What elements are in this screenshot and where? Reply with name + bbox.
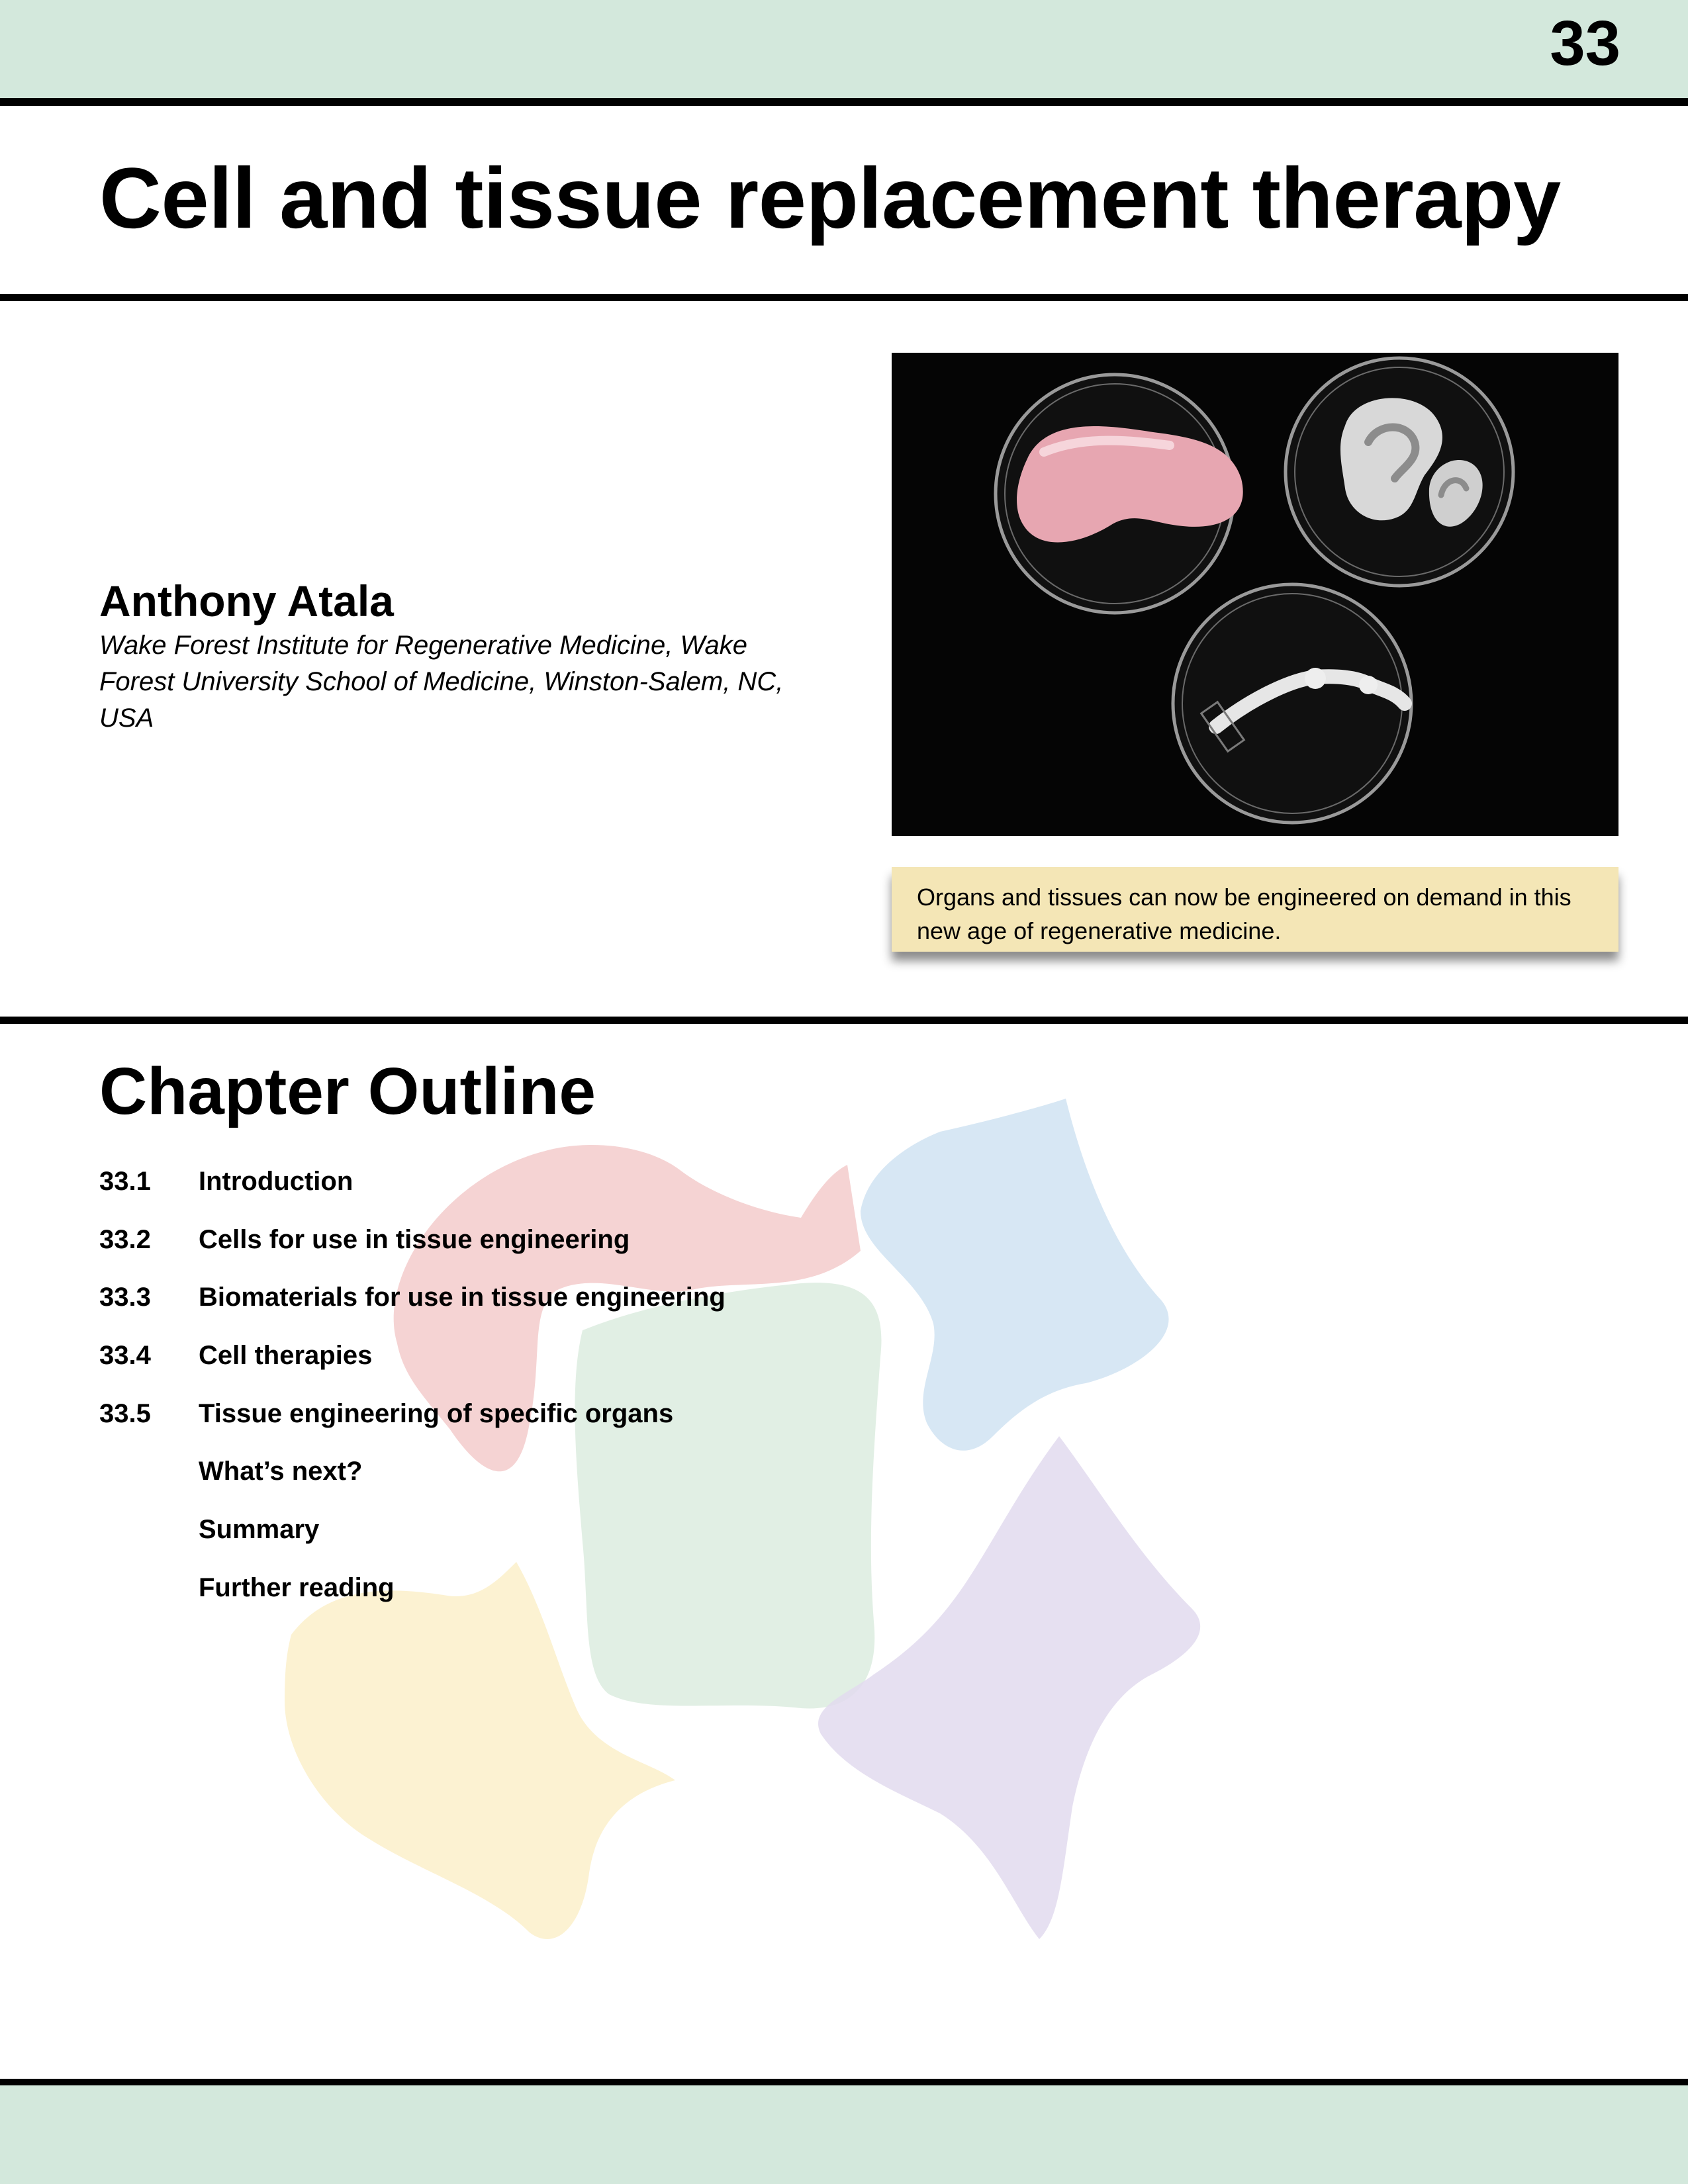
title-rule xyxy=(0,294,1688,301)
outline-item xyxy=(99,1566,726,1624)
outline-item xyxy=(99,1508,726,1566)
chapter-outline-list xyxy=(99,1160,726,1624)
outline-item-number: 33.1 xyxy=(99,1167,151,1196)
outline-item-label: Cells for use in tissue engineering xyxy=(199,1224,630,1254)
author-affiliation: Wake Forest Institute for Regenerative Medicine, Wake Forest University School of Medicine, Winston-Salem, NC, USA xyxy=(99,631,784,733)
outline-item-number: 33.3 xyxy=(99,1283,151,1312)
outline-item-number: 33.4 xyxy=(99,1341,151,1371)
watermark-blue xyxy=(861,1099,1169,1451)
author-name: Anthony Atala xyxy=(99,576,394,625)
chapter-title: Cell and tissue replacement therapy xyxy=(99,150,1561,246)
outline-item xyxy=(99,1334,726,1392)
outline-item-label: Cell therapies xyxy=(199,1341,373,1371)
outline-item-label: Tissue engineering of specific organs xyxy=(199,1398,674,1428)
outline-item xyxy=(99,1218,726,1276)
outline-item-label: Introduction xyxy=(199,1167,353,1196)
petri-dish-bone xyxy=(1173,584,1411,823)
section-rule xyxy=(0,1017,1688,1024)
outline-item-number: 33.2 xyxy=(99,1224,151,1254)
figure-caption: Organs and tissues can now be engineered on demand in this new age of regenerative medicine. xyxy=(892,867,1618,952)
outline-item xyxy=(99,1449,726,1508)
header-rule xyxy=(0,98,1688,106)
chapter-number: 33 xyxy=(1550,8,1620,79)
outline-item-label: Further reading xyxy=(199,1572,395,1602)
footer-band xyxy=(0,2085,1688,2184)
watermark-purple xyxy=(818,1436,1200,1939)
chapter-photo xyxy=(892,353,1618,836)
outline-item xyxy=(99,1392,726,1450)
outline-item-label: Summary xyxy=(199,1515,320,1545)
petri-dish-ear xyxy=(1286,358,1513,586)
outline-item-number: 33.5 xyxy=(99,1398,151,1428)
footer-rule xyxy=(0,2079,1688,2085)
outline-item xyxy=(99,1275,726,1334)
header-band xyxy=(0,0,1688,98)
outline-item-label: What’s next? xyxy=(199,1457,363,1486)
outline-item-label: Biomaterials for use in tissue engineering xyxy=(199,1283,726,1312)
outline-item xyxy=(99,1160,726,1218)
outline-heading: Chapter Outline xyxy=(99,1054,596,1128)
